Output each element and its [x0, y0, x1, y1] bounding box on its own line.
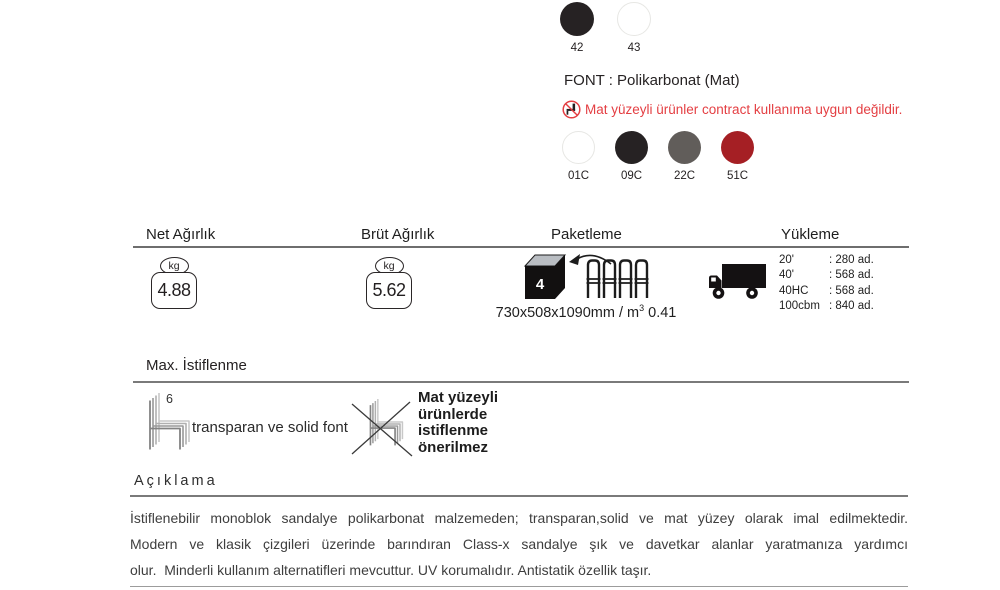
- bottom-divider: [130, 586, 908, 587]
- mat-color-swatch-42: [560, 2, 594, 54]
- kg-unit-icon: kg: [375, 257, 404, 275]
- stacking-allowed-note: transparan ve solid font: [192, 419, 348, 436]
- description-section-title: Açıklama: [134, 473, 218, 489]
- loading-table: [779, 253, 874, 315]
- header-net-weight: Net Ağırlık: [146, 226, 216, 243]
- font-material-label: FONT : Polikarbonat (Mat): [564, 72, 740, 89]
- color-dot: [560, 2, 594, 36]
- color-dot: [617, 2, 651, 36]
- description-divider: [130, 495, 908, 497]
- packaging-dimensions: [486, 303, 686, 321]
- header-loading: Yükleme: [781, 226, 840, 243]
- container-qty: : 568 ad.: [829, 284, 874, 297]
- dims-prefix: 730x508x1090mm / m: [495, 304, 640, 321]
- loading-row: [779, 299, 874, 314]
- container-label: 100cbm: [779, 300, 820, 313]
- dims-suffix: 0.41: [644, 304, 677, 321]
- dims-superscript: 3: [639, 303, 645, 313]
- gross-weight-badge: [365, 257, 413, 309]
- swatch-label: 51C: [726, 170, 749, 182]
- contract-warning: [562, 100, 902, 119]
- stacking-warning-note: [418, 390, 498, 456]
- mat-color-swatch-43: [617, 2, 651, 54]
- gross-weight-value: 5.62: [366, 272, 412, 309]
- body-color-swatch-01c: [562, 131, 595, 182]
- stacking-warning-line: önerilmez: [418, 438, 489, 456]
- header-divider: [133, 246, 909, 248]
- description-line: Modern ve klasik çizgileri üzerinde barındıran Class-x sandalye şık ve davetkar alanlar yaratmanıza yardımcı: [130, 536, 908, 552]
- loading-row: [779, 268, 874, 283]
- kg-unit-icon: kg: [160, 257, 189, 275]
- loading-row: [779, 253, 874, 268]
- stacking-warning-line: istiflenme: [418, 422, 489, 439]
- no-chair-icon: [562, 100, 581, 119]
- warning-text: Mat yüzeyli ürünler contract kullanıma uygun değildir.: [585, 102, 903, 117]
- stacking-warning-line: ürünlerde: [418, 405, 488, 423]
- container-label: 40HC: [779, 284, 809, 297]
- container-label: 40': [779, 269, 794, 282]
- container-qty: : 840 ad.: [829, 300, 874, 313]
- swatch-label: 42: [570, 42, 584, 54]
- swatch-label: 22C: [673, 170, 696, 182]
- truck-icon: [708, 260, 768, 302]
- header-gross-weight: Brüt Ağırlık: [361, 226, 435, 243]
- box-count: 4: [535, 276, 545, 293]
- color-dot: [721, 131, 754, 164]
- box-and-chairs-icon: [519, 252, 674, 302]
- color-dot: [562, 131, 595, 164]
- color-dot: [615, 131, 648, 164]
- container-qty: : 280 ad.: [829, 254, 874, 266]
- header-packaging: Paketleme: [551, 226, 622, 243]
- body-color-swatch-51c: [721, 131, 754, 182]
- net-weight-value: 4.88: [151, 272, 197, 309]
- swatch-label: 43: [627, 42, 641, 54]
- loading-row: [779, 284, 874, 299]
- description-line: olur. Minderli kullanım alternatifleri mevcuttur. UV korumalıdır. Antistatik özellik taşır.: [130, 562, 652, 578]
- description-line: İstiflenebilir monoblok sandalye polikarbonat malzemeden; transparan,solid ve mat yüzey olarak imal edilmektedir.: [130, 510, 908, 526]
- swatch-label: 09C: [620, 170, 643, 182]
- container-qty: : 568 ad.: [829, 269, 874, 282]
- swatch-label: 01C: [567, 170, 590, 182]
- stacking-section-title: Max. İstiflenme: [146, 357, 247, 374]
- net-weight-badge: [150, 257, 198, 309]
- stacked-chair-crossed-icon: [351, 392, 413, 458]
- max-stack-count: 6: [166, 392, 173, 406]
- color-dot: [668, 131, 701, 164]
- body-color-swatch-09c: [615, 131, 648, 182]
- stacking-divider: [133, 381, 909, 383]
- body-color-swatch-22c: [668, 131, 701, 182]
- container-label: 20': [779, 254, 794, 266]
- stacking-warning-line: Mat yüzeyli: [418, 389, 499, 406]
